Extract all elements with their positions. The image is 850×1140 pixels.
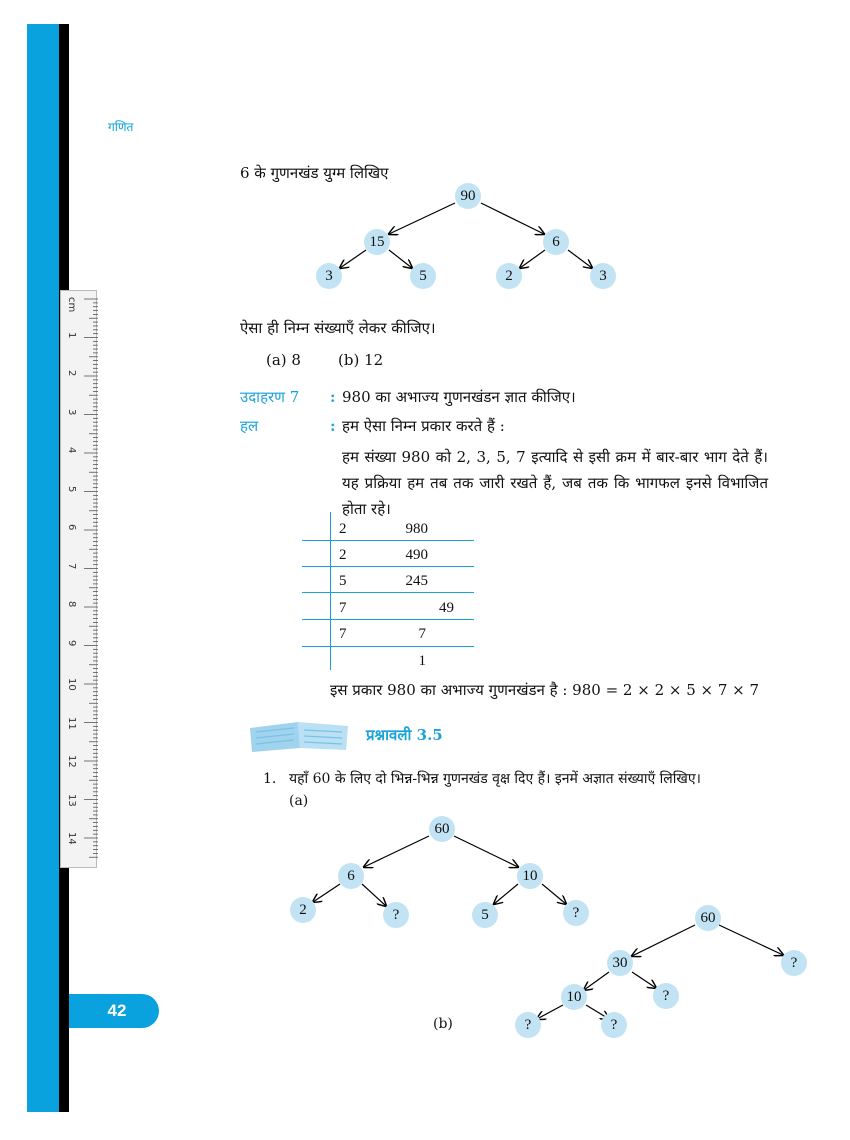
- edge: [454, 836, 518, 867]
- tree1-leaf-node: 3: [590, 263, 616, 289]
- tree1-root-node: 90: [455, 183, 481, 209]
- edge: [537, 1005, 563, 1019]
- tree1-left-node: 15: [364, 229, 390, 255]
- question-part-b: (b): [433, 1016, 453, 1032]
- edge: [389, 250, 412, 268]
- book-icon: [248, 718, 352, 754]
- edge: [362, 884, 386, 906]
- edge: [542, 884, 566, 904]
- example-label: उदाहरण 7: [240, 388, 300, 406]
- edge: [340, 250, 366, 268]
- running-header: गणित: [108, 120, 134, 134]
- table-row-value: 245: [405, 573, 428, 589]
- ruler-label: 13: [66, 793, 77, 807]
- edge: [632, 972, 656, 988]
- exercise-title: प्रश्नावली 3.5: [366, 726, 443, 744]
- table-row-divisor: 5: [339, 573, 347, 589]
- ruler-label: 3: [66, 408, 77, 415]
- table-row-divisor: 7: [339, 626, 347, 642]
- tree1-leaf-node: 3: [316, 263, 342, 289]
- tree-b-subtree-node: 10: [561, 984, 587, 1010]
- tree1-leaf-node: 5: [410, 263, 436, 289]
- division-table-hline: [302, 592, 474, 593]
- ruler-label: cm: [66, 297, 77, 313]
- ruler-label: 2: [66, 370, 77, 377]
- table-row-divisor: 2: [339, 521, 347, 537]
- tree-b-unknown-node: ?: [515, 1012, 541, 1038]
- page-number: 42: [69, 994, 159, 1028]
- ruler-label: 8: [66, 601, 77, 608]
- ruler-label: 12: [66, 755, 77, 768]
- task-line: ऐसा ही निम्न संख्याएँ लेकर कीजिए।: [240, 319, 436, 337]
- solution-colon: :: [330, 417, 336, 435]
- option-a: (a) 8: [266, 351, 301, 369]
- ruler-label: 9: [66, 639, 77, 646]
- tree-a-right-node: 10: [517, 863, 543, 889]
- ruler-label: 7: [66, 562, 77, 569]
- solution-text: हम ऐसा निम्न प्रकार करते हैं :: [342, 417, 505, 435]
- table-row-divisor: 7: [339, 600, 347, 616]
- tree-b-root-node: 60: [695, 905, 721, 931]
- question-text: यहाँ 60 के लिए दो भिन्न-भिन्न गुणनखंड वृक्ष दिए हैं। इनमें अज्ञात संख्याएँ लिखिए।: [289, 771, 701, 787]
- table-row-value: 490: [405, 547, 428, 563]
- table-row-value: 1: [418, 653, 426, 669]
- ruler-label: 4: [66, 447, 77, 454]
- division-table-hline: [302, 646, 474, 647]
- ruler-label: 14: [66, 832, 77, 845]
- tree-a-left-node: 6: [338, 863, 364, 889]
- tree-a-leaf-node: 2: [290, 897, 316, 923]
- edge: [719, 925, 783, 955]
- tree-b-unknown-node: ?: [653, 983, 679, 1009]
- division-table-hline: [302, 540, 474, 541]
- tree-b-unknown-node: ?: [601, 1012, 627, 1038]
- table-row-value: 7: [418, 626, 426, 642]
- tree-a-root-node: 60: [429, 816, 455, 842]
- solution-label: हल: [240, 417, 259, 435]
- tree-a-unknown-node: ?: [383, 902, 409, 928]
- division-table-hline: [302, 566, 474, 567]
- example-colon: :: [330, 388, 336, 406]
- intro-line: 6 के गुणनखंड युग्म लिखिए: [240, 164, 389, 182]
- edge: [520, 250, 545, 268]
- edge: [494, 884, 518, 904]
- edge: [313, 884, 340, 902]
- table-row-divisor: 2: [339, 547, 347, 563]
- edge: [481, 203, 544, 234]
- ruler-label: 5: [66, 485, 77, 492]
- example-text: 980 का अभाज्य गुणनखंडन ज्ञात कीजिए।: [342, 388, 576, 406]
- tree1-leaf-node: 2: [496, 263, 522, 289]
- table-row-value: 49: [439, 600, 454, 616]
- table-row-value: 980: [405, 521, 428, 537]
- edge: [389, 203, 455, 234]
- ruler-label: 1: [66, 331, 77, 338]
- solution-paragraph: हम संख्या 980 को 2, 3, 5, 7 इत्यादि से इसी क्रम में बार-बार भाग देते हैं। यह प्रक्रिया हम तब तक जारी रखते हैं, जब तक कि भागफल इनसे विभाजित होता रहे।: [342, 448, 768, 518]
- option-b: (b) 12: [338, 351, 384, 369]
- tree-a-unknown-node: ?: [563, 900, 589, 926]
- tree-a-leaf-node: 5: [472, 902, 498, 928]
- question-number: 1.: [263, 771, 277, 787]
- ruler-label: 11: [66, 716, 77, 730]
- edge: [584, 972, 609, 990]
- division-table-hline: [302, 619, 474, 620]
- edge: [568, 250, 592, 268]
- tree-b-unknown-node: ?: [781, 950, 807, 976]
- edge: [632, 925, 695, 956]
- question-part-a: (a): [289, 793, 309, 809]
- conclusion-line: इस प्रकार 980 का अभाज्य गुणनखंडन है : 980 = 2 × 2 × 5 × 7 × 7: [330, 681, 760, 699]
- ruler-label: 6: [66, 524, 77, 531]
- tree1-right-node: 6: [543, 229, 569, 255]
- edge: [364, 836, 429, 867]
- ruler-label: 10: [66, 678, 77, 691]
- tree-b-left-node: 30: [607, 950, 633, 976]
